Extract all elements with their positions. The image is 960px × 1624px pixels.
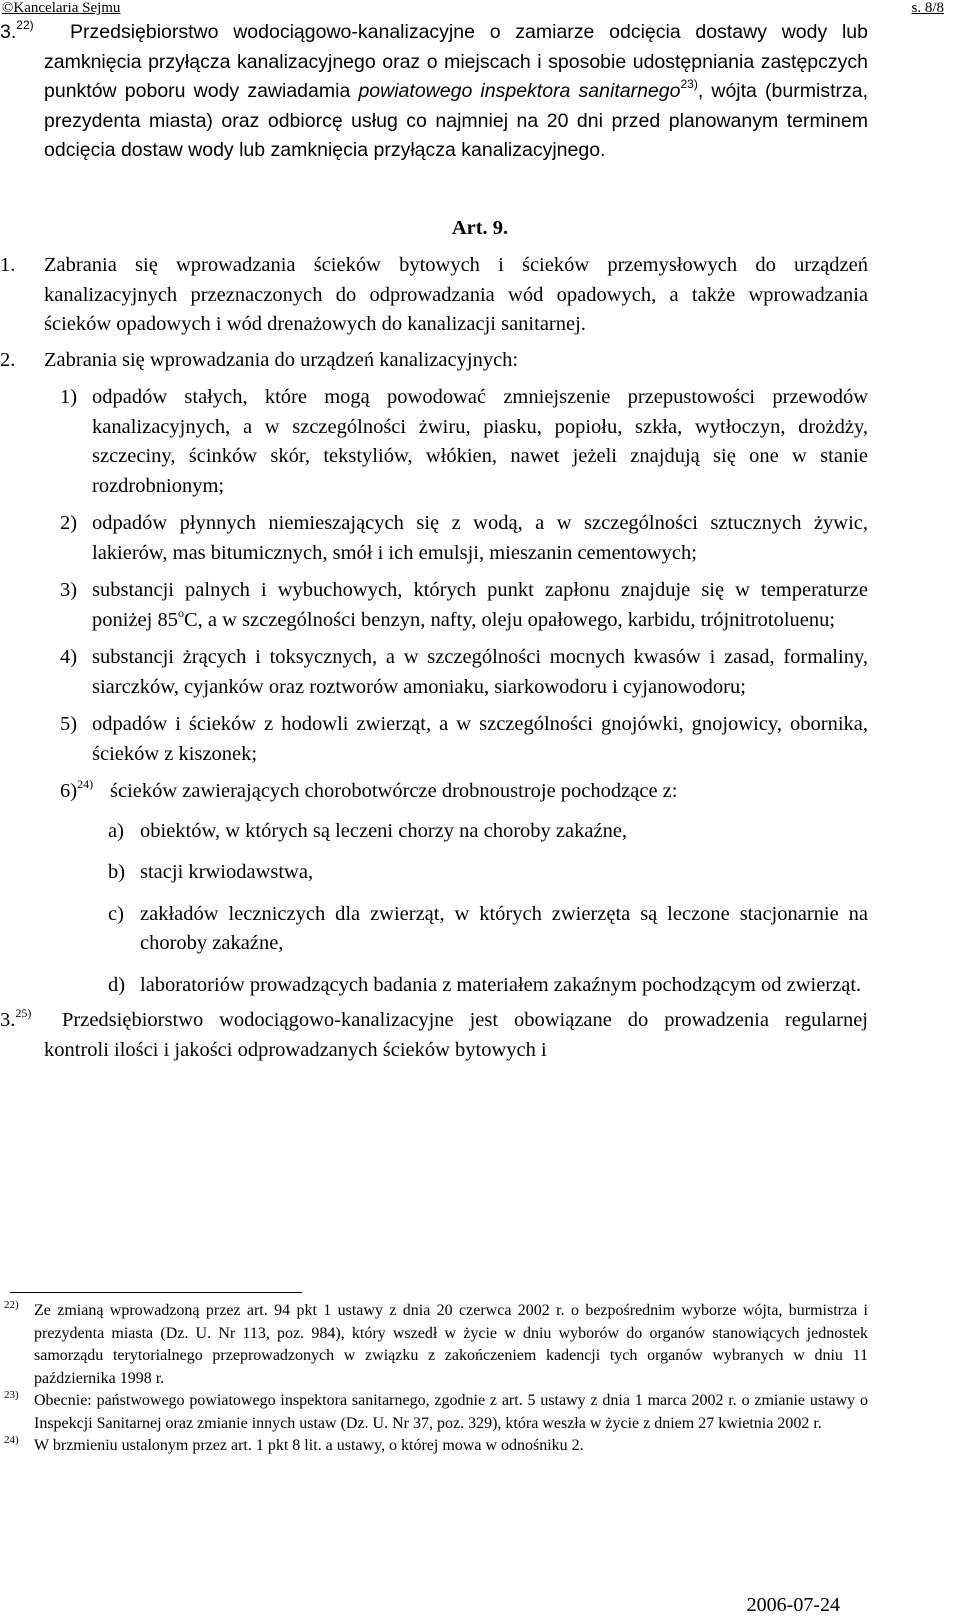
list-item: 5) odpadów i ścieków z hodowli zwierząt, a w szczególności gnojówki, gnojowicy, obornika, ścieków z kiszonek; [60, 713, 868, 765]
paragraph-text: Zabrania się wprowadzania do urządzeń kanalizacyjnych: [44, 348, 519, 371]
sub-list-item: a) obiektów, w których są leczeni chorzy na choroby zakaźne, [108, 819, 628, 842]
list-item: 2) odpadów płynnych niemieszających się z wodą, a w szczególności sztucznych żywic, lakierów, mas bitumicznych, smół i ich emulsji, mieszanin cementowych; [60, 512, 868, 564]
list-item: 3) substancji palnych i wybuchowych, których punkt zapłonu znajduje się w temperaturze poniżej 85$^o$C, a w szczególności benzyn, nafty, oleju opałowego, karbidu, trójnitrotoluenu; [60, 579, 868, 631]
footnote-separator [10, 1292, 302, 1293]
paragraph-2 [0, 346, 868, 376]
list-item: 1) odpadów stałych, które mogą powodować zmniejszenie przepustowości przewodów kanalizacyjnych, a w szczególności żwiru, piasku, popiołu, szkła, wytłoczyn, drożdży, szczeciny, ścinków skór, tekstyliów, włókien, nawet jeżeli znajdują się one w stanie rozdrobnionym; [60, 386, 868, 497]
sub-list-item: c) zakładów leczniczych dla zwierząt, w których zwierzęta są leczone stacjonarnie na choroby zakaźne, [108, 902, 868, 954]
header-copyright: ©Kancelaria Sejmu [2, 0, 121, 16]
paragraph-3-top: 3.$^{22)}$ Przedsiębiorstwo wodociągowo-kanalizacyjne o zamiarze odcięcia dostawy wody lub zamknięcia przyłącza kanalizacyjnego oraz o miejscach i sposobie udostępniania zastępczych punktów poboru wody zawiadamia powiatowego inspektora sanitarnego$^{23)}$, wójta (burmistrza, prezydenta miasta) oraz odbiorcę usług co najmniej na 20 dni przed planowanym terminem odcięcia dostaw wody lub zamknięcia przyłącza kanalizacyjnego. [0, 18, 868, 161]
paragraph-number: 1. [0, 254, 16, 276]
page-header [0, 0, 960, 18]
article-heading: Art. 9. [451, 216, 509, 239]
paragraph-number: 2. [0, 348, 16, 371]
paragraph-1 [0, 251, 868, 340]
paragraph-text: Zabrania się wprowadzania ścieków bytowych i ścieków przemysłowych do urządzeń kanalizacyjnych przeznaczonych do odprowadzania wód opadowych, a także wprowadzania ścieków opadowych i wód drenażowych do kanalizacji sanitarnej. [44, 254, 868, 335]
footnote: 24) W brzmieniu ustalonym przez art. 1 pkt 8 lit. a ustawy, o której mowa w odnośniku 2. [4, 1434, 584, 1454]
document-date: 2006-07-24 [746, 1594, 840, 1616]
degree-mark: o [177, 605, 184, 620]
footnote-ref: 22) [16, 18, 34, 32]
paragraph-number: 3.$^{25)}$ [0, 1006, 32, 1031]
sub-list-item: b) stacji krwiodawstwa, [108, 861, 314, 883]
footnote: 22) Ze zmianą wprowadzoną przez art. 94 pkt 1 ustawy z dnia 20 czerwca 2002 r. o bezpośrednim wyborze wójta, burmistrza i prezydenta miasta (Dz. U. Nr 113, poz. 984), który wszedł w życie w dniu wyborów do organów stanowiących jednostek samorządu terytorialnego przeprowadzonych w związku z zakończeniem kadencji tych organów wybranych w dniu 11 października 1998 r. [4, 1299, 868, 1387]
paragraph-number: 3.$^{22)}$ [0, 18, 34, 43]
footnote-ref: 23) [680, 77, 698, 91]
footnote-ref: 25) [15, 1006, 32, 1020]
list-item: 6)$^{24)}$ ścieków zawierających chorobotwórcze drobnoustroje pochodzące z: [60, 777, 678, 802]
footnote-ref: 24) [77, 777, 94, 791]
document-body [0, 18, 960, 1065]
header-page-number: s. 8/8 [911, 0, 944, 16]
sub-list-item: d) laboratoriów prowadzących badania z materiałem zakaźnym pochodzącym od zwierząt. [108, 973, 862, 996]
footnotes [0, 1300, 960, 1458]
italic-text: powiatowego inspektora sanitarnego [358, 80, 681, 102]
footnote: 23) Obecnie: państwowego powiatowego inspektora sanitarnego, zgodnie z art. 5 ustawy z dnia 1 marca 2002 r. o zmianie ustawy o Inspekcji Sanitarnej oraz zmianie innych ustaw (Dz. U. Nr 37, poz. 329), która weszła w życie z dniem 27 kwietnia 2002 r. [4, 1389, 868, 1432]
paragraph-3-bottom: 3.$^{25)}$ Przedsiębiorstwo wodociągowo-kanalizacyjne jest obowiązane do prowadzenia regularnej kontroli ilości i jakości odprowadzanych ścieków bytowych i [0, 1006, 868, 1061]
list-item: 4) substancji żrących i toksycznych, a w szczególności mocnych kwasów i zasad, formaliny, siarczków, cyjanków oraz roztworów amoniaku, siarkowodoru i cyjanowodoru; [60, 646, 868, 698]
